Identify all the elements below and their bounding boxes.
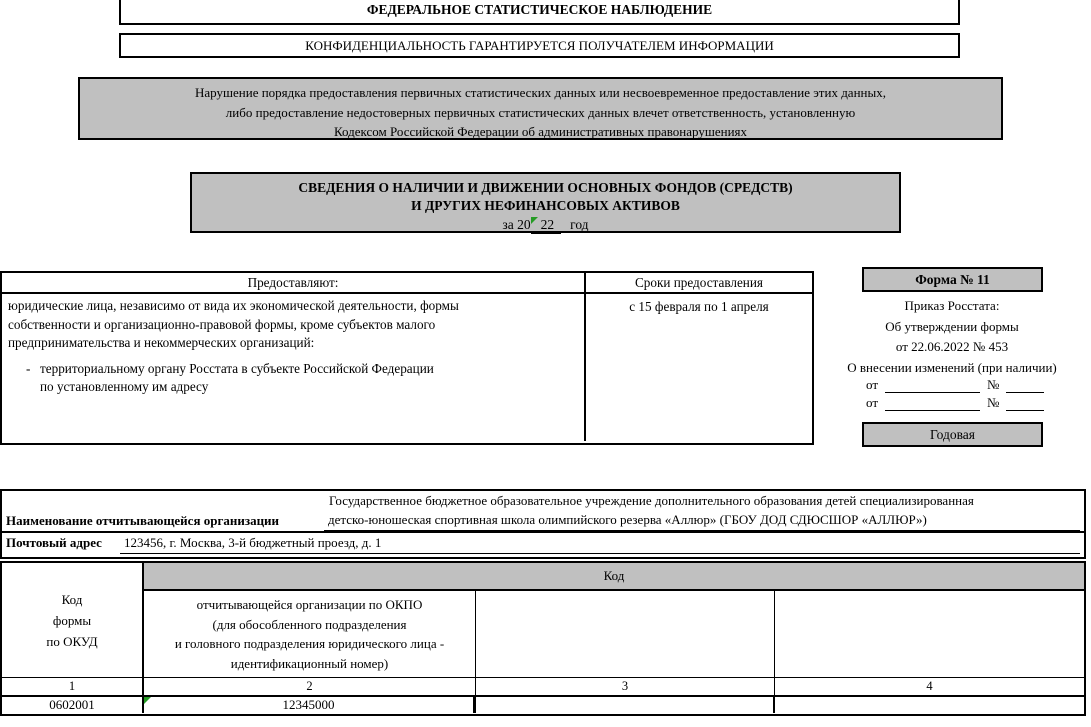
amendment-row-2 [866,395,1051,411]
providers-header-text: Предоставляют: [247,274,339,290]
column-number-3-text: 3 [621,679,629,693]
deadline-header-text: Сроки предоставления [634,274,763,290]
periodicity-box [862,422,1043,447]
code-columns-area [144,563,1084,677]
num-label-1: № [987,377,1000,392]
providers-table [0,271,814,445]
okud-header-line-2: формы [52,612,92,628]
report-year-line [192,217,899,234]
amendment-row-1 [866,377,1051,393]
okpo-header-line-3: и головного подразделения юридического лица - [174,636,445,651]
code-column-3-header-cell [476,591,775,677]
federal-observation-text: ФЕДЕРАЛЬНОЕ СТАТИСТИЧЕСКОЕ НАБЛЮДЕНИЕ [366,2,713,17]
order-line-3: от 22.06.2022 № 453 [895,339,1009,354]
okud-value-text: 0602001 [49,697,95,712]
rosstat-order-block [837,296,1067,378]
federal-observation-banner [119,0,960,25]
violation-warning-box [78,77,1003,140]
warning-line-1: Нарушение порядка предоставления первичных статистических данных или несвоевременное предоставление этих данных, [195,85,886,100]
organization-name-line-1: Государственное бюджетное образовательное учреждение дополнительного образования детей специализированная [329,493,974,508]
okpo-header-line-1: отчитывающейся организации по ОКПО [196,597,423,612]
organization-name-label: Наименование отчитывающейся организации [6,513,280,528]
form-number-text: Форма № 11 [915,271,990,287]
organization-name-row [2,491,1084,533]
codes-header-area [2,563,1084,678]
year-suffix: год [570,217,589,232]
form-title-line-1: СВЕДЕНИЯ О НАЛИЧИИ И ДВИЖЕНИИ ОСНОВНЫХ ФОНДОВ (СРЕДСТВ) [298,180,793,195]
bullet-dash: - [26,360,31,376]
code-column-3-value-cell[interactable] [476,697,775,713]
order-line-1: Приказ Росстата: [904,298,1000,313]
okpo-header-line-4: идентификационный номер) [230,655,389,671]
deadline-value: с 15 февраля по 1 апреля [629,299,769,314]
amendments-line: О внесении изменений (при наличии) [847,359,1057,375]
okpo-value-text: 12345000 [282,697,335,712]
column-number-1 [2,678,144,695]
providers-line-2: собственности и организационно-правовой формы, кроме субъектов малого [8,316,436,332]
year-input-field[interactable] [531,217,562,234]
confidentiality-text: КОНФИДЕНЦИАЛЬНОСТЬ ГАРАНТИРУЕТСЯ ПОЛУЧАТЕЛЕМ ИНФОРМАЦИИ [305,37,774,53]
organization-section [0,489,1086,559]
code-column-4-header-cell [775,591,1084,677]
okud-header-line-3: по ОКУД [46,633,98,649]
column-number-2 [144,678,476,695]
okpo-value-cell[interactable] [144,697,476,713]
providers-header-cell [2,273,586,292]
warning-line-3: Кодексом Российской Федерации об административных правонарушениях [333,124,748,139]
organization-name-field[interactable]: детско-юношеская спортивная школа олимпийского резерва «Аллюр» (ГБОУ ДОД СДЮСШОР «АЛЛЮР») [324,512,1080,531]
cell-error-marker-icon [144,697,151,704]
periodicity-text: Годовая [930,426,975,442]
providers-line-3: предпринимательства и некоммерческих организаций: [8,335,315,350]
deadline-value-cell [586,294,812,441]
okpo-header-line-2: (для обособленного подразделения [212,616,407,632]
code-column-4-value-cell[interactable] [775,697,1084,713]
amendment-number-field-1[interactable] [1006,379,1044,393]
column-number-1-text: 1 [68,679,76,693]
code-group-header-cell [144,563,1084,591]
postal-address-label: Почтовый адрес [6,535,102,550]
column-number-2-text: 2 [306,679,313,693]
bullet-line-2: по установленному им адресу [40,379,209,394]
code-group-header-text: Код [603,568,625,583]
column-number-4 [775,678,1084,695]
postal-address-field[interactable]: 123456, г. Москва, 3-й бюджетный проезд, д. 1 [120,535,1080,554]
year-prefix: за 20 [502,217,531,232]
order-line-2: Об утверждении формы [885,318,1019,334]
providers-line-1: юридические лица, независимо от вида их экономической деятельности, формы [8,298,459,313]
num-label-2: № [987,395,1000,410]
amendment-date-field-2[interactable] [885,397,980,411]
okpo-header-cell [144,591,476,677]
okud-header-cell [2,563,144,677]
form-number-box [862,267,1043,292]
column-numbers-row [2,678,1084,697]
okud-header-line-1: Код [61,591,83,607]
deadline-header-cell [586,273,812,292]
cell-note-marker-icon [531,217,538,224]
providers-bullet-item [8,360,578,397]
ot-label-1: от [866,377,879,392]
amendment-number-field-2[interactable] [1006,397,1044,411]
providers-table-header [2,273,812,294]
warning-line-2: либо предоставление недостоверных первичных статистических данных влечет ответственность, установленную [225,104,856,120]
postal-address-row [2,533,1084,557]
providers-description-cell [2,294,586,441]
column-number-3 [476,678,775,695]
okud-value-cell[interactable] [2,697,144,713]
ot-label-2: от [866,395,879,410]
form-title-box [190,172,901,233]
confidentiality-banner [119,33,960,58]
column-number-4-text: 4 [926,679,933,693]
providers-table-body [2,294,812,441]
code-subheader-row [144,591,1084,677]
year-value: 22 [540,217,555,232]
codes-data-row [2,697,1084,713]
amendment-date-field-1[interactable] [885,379,980,393]
codes-table [0,561,1086,716]
bullet-line-1: территориальному органу Росстата в субъекте Российской Федерации [40,360,434,376]
form-title-line-2: И ДРУГИХ НЕФИНАНСОВЫХ АКТИВОВ [411,198,680,213]
